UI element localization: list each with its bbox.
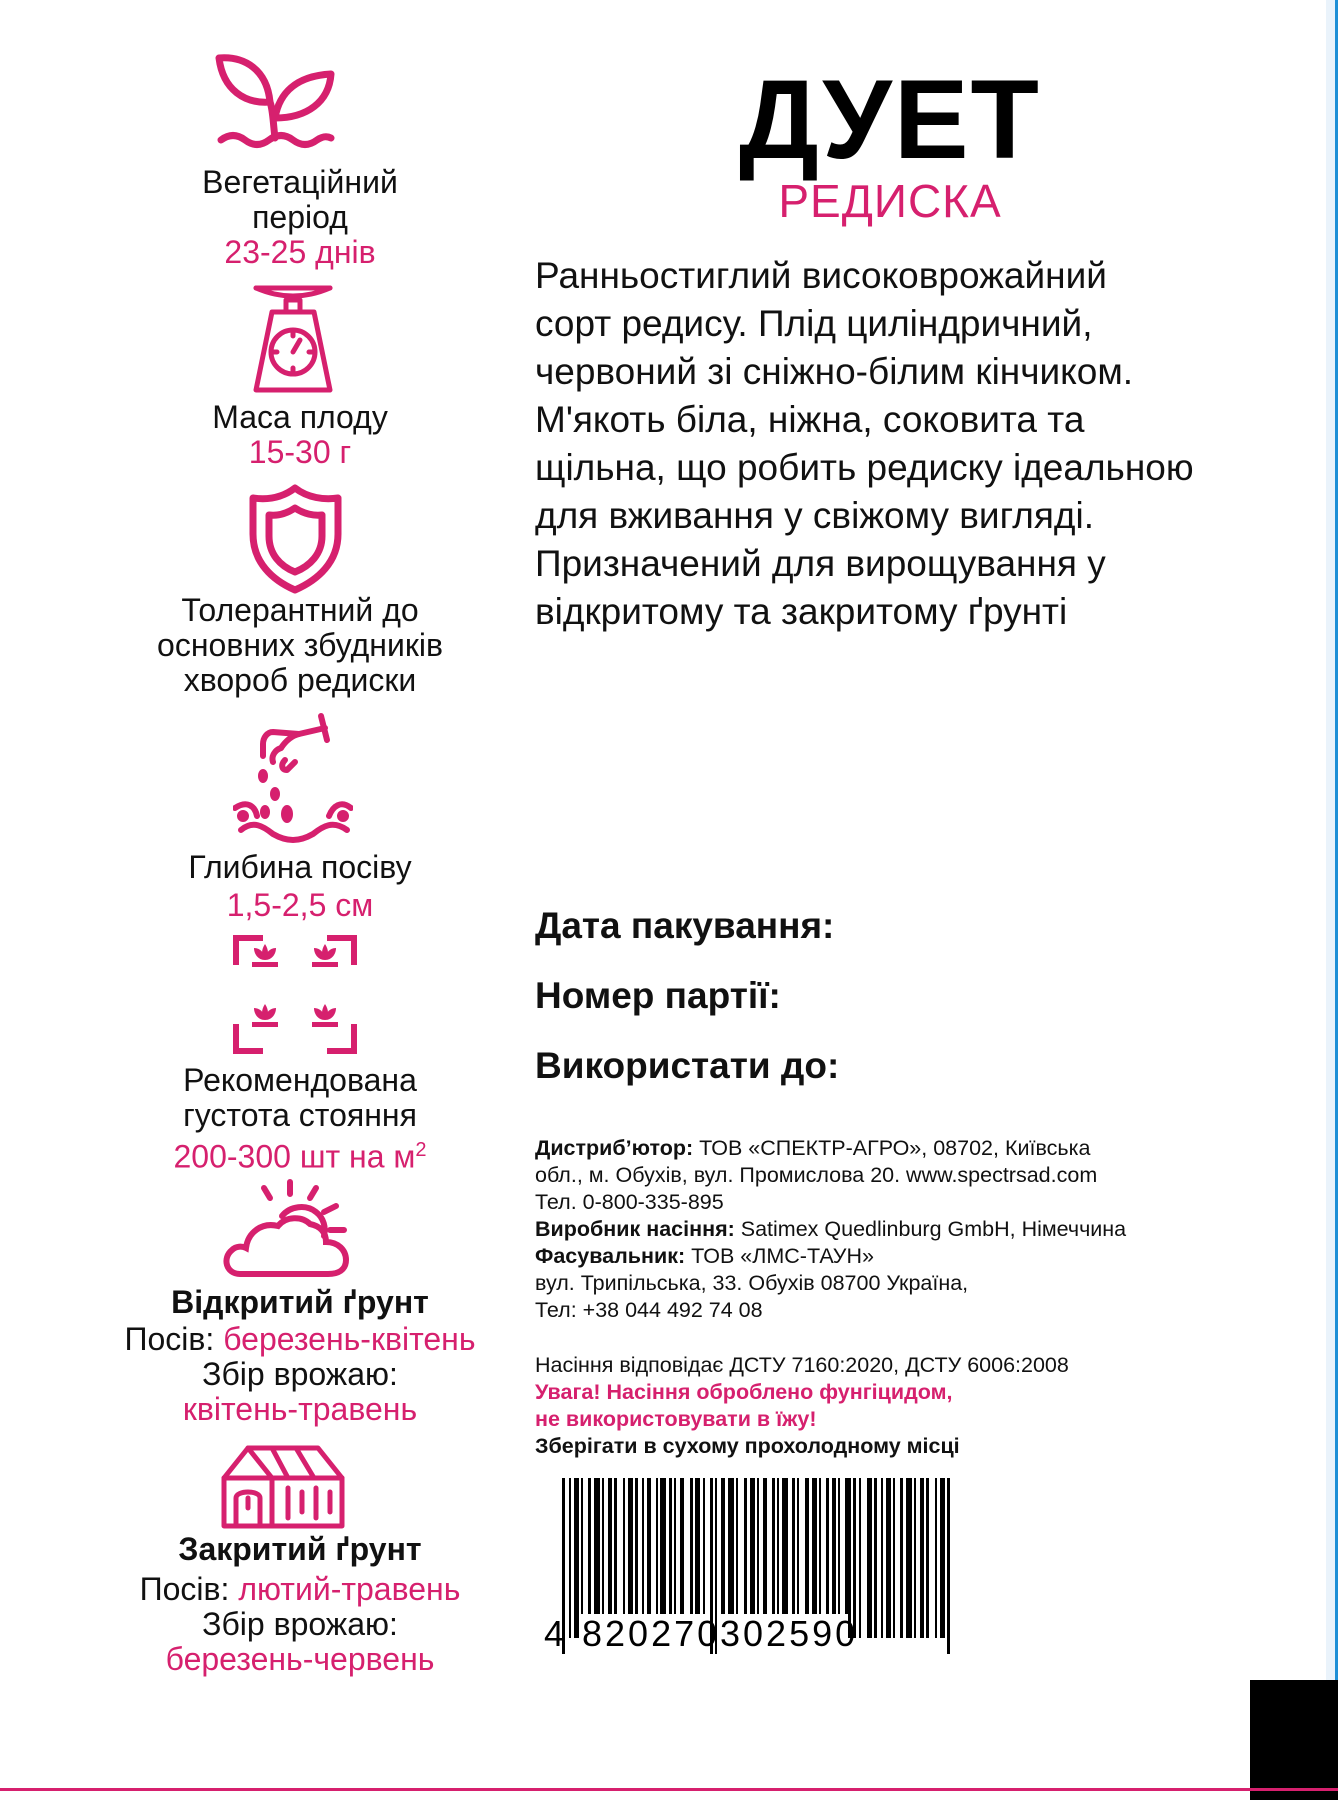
description-line: для вживання у свіжому вигляді. bbox=[535, 495, 1094, 536]
black-corner-tab bbox=[1250, 1680, 1338, 1800]
barcode-bar bbox=[926, 1478, 929, 1638]
description-line: Призначений для вирощування у bbox=[535, 543, 1106, 584]
distributor-line-2: обл., м. Обухів, вул. Промислова 20. www.spectrsad.com bbox=[535, 1163, 1098, 1187]
vegetation-value: 23-25 днів bbox=[224, 234, 376, 270]
plant-spacing-icon bbox=[230, 932, 360, 1057]
barcode-bar bbox=[935, 1478, 937, 1638]
standard-line: Насіння відповідає ДСТУ 7160:2020, ДСТУ 6006:2008 bbox=[535, 1353, 1069, 1377]
barcode bbox=[540, 1478, 960, 1658]
sprout-icon bbox=[215, 52, 335, 157]
closed-ground-harvest-label: Збір врожаю: bbox=[202, 1606, 398, 1642]
barcode-digits-right: 302590 bbox=[720, 1613, 859, 1654]
mass-label: Маса плоду bbox=[212, 399, 388, 435]
barcode-bar bbox=[886, 1478, 891, 1638]
packer-phone: Тел: +38 044 492 74 08 bbox=[535, 1298, 763, 1322]
barcode-bar bbox=[569, 1478, 571, 1638]
barcode-bar bbox=[906, 1478, 912, 1638]
packer-line: Фасувальник: ТОВ «ЛМС-ТАУН» bbox=[535, 1244, 874, 1268]
description-line: червоний зі сніжно-білим кінчиком. bbox=[535, 351, 1134, 392]
barcode-bar bbox=[859, 1478, 861, 1638]
closed-ground-sowing: Посів: лютий-травень bbox=[139, 1571, 461, 1607]
mass-value: 15-30 г bbox=[248, 434, 352, 470]
packer-address: вул. Трипільська, 33. Обухів 08700 Україна, bbox=[535, 1271, 969, 1295]
vegetation-label-1: Вегетаційний bbox=[202, 164, 398, 200]
open-ground-sowing: Посів: березень-квітень bbox=[124, 1321, 476, 1357]
compliance-info bbox=[535, 1352, 1255, 1460]
barcode-bar bbox=[574, 1478, 579, 1638]
density-value: 200-300 шт на $м^2$ bbox=[173, 1138, 427, 1175]
density-label-2: густота стояння bbox=[183, 1097, 417, 1133]
closed-ground-harvest-value: березень-червень bbox=[165, 1641, 435, 1677]
barcode-bar bbox=[881, 1478, 883, 1638]
description-line: щільна, що робить редиску ідеальною bbox=[535, 447, 1194, 488]
tolerance-label-2: основних збудників bbox=[157, 627, 443, 663]
barcode-bar bbox=[900, 1478, 903, 1638]
product-description bbox=[535, 252, 1275, 636]
tolerance-label-3: хвороб редиски bbox=[183, 662, 417, 698]
barcode-digits-left: 820270 bbox=[582, 1613, 721, 1654]
open-ground-harvest-label: Збір врожаю: bbox=[202, 1356, 398, 1392]
barcode-bar bbox=[893, 1478, 895, 1638]
product-crop: РЕДИСКА bbox=[778, 175, 1002, 227]
barcode-bar bbox=[874, 1478, 877, 1638]
barcode-bar bbox=[867, 1478, 872, 1638]
scale-icon bbox=[248, 282, 338, 397]
barcode-digit-first: 4 bbox=[544, 1613, 565, 1654]
barcode-bar bbox=[920, 1478, 924, 1638]
description-line: М'якоть біла, ніжна, соковита та bbox=[535, 399, 1085, 440]
density-label-1: Рекомендована bbox=[183, 1062, 417, 1098]
tolerance-label-1: Толерантний до bbox=[181, 592, 419, 628]
warning-line-2: не використовувати в їжу! bbox=[535, 1407, 817, 1431]
sowing-hand-icon bbox=[233, 712, 353, 847]
open-ground-title: Відкритий ґрунт bbox=[171, 1284, 429, 1320]
depth-label: Глибина посіву bbox=[188, 849, 412, 885]
barcode-bar bbox=[914, 1478, 916, 1638]
open-ground-harvest-value: квітень-травень bbox=[182, 1391, 418, 1427]
distributor-line-1: Дистриб’ютор: ТОВ «СПЕКТР-АГРО», 08702, Київська bbox=[535, 1136, 1091, 1160]
product-name: ДУЕТ bbox=[739, 57, 1041, 182]
barcode-bar bbox=[947, 1478, 950, 1654]
vegetation-label-2: період bbox=[252, 199, 348, 235]
storage-line: Зберігати в сухому прохолодному місці bbox=[535, 1434, 960, 1458]
distributor-info bbox=[535, 1135, 1255, 1324]
description-line: Ранньостиглий високоврожайний bbox=[535, 255, 1107, 296]
bottom-accent-line bbox=[0, 1788, 1338, 1791]
depth-value: 1,5-2,5 см bbox=[226, 887, 374, 923]
description-line: сорт редису. Плід циліндричний, bbox=[535, 303, 1093, 344]
closed-ground-title: Закритий ґрунт bbox=[178, 1531, 422, 1567]
shield-icon bbox=[248, 484, 343, 594]
greenhouse-icon bbox=[218, 1442, 348, 1530]
description-line: відкритому та закритому ґрунті bbox=[535, 591, 1068, 632]
distributor-phone: Тел. 0-800-335-895 bbox=[535, 1190, 724, 1214]
pack-date-label: Дата пакування: bbox=[535, 905, 835, 946]
producer-line: Виробник насіння: Satimex Quedlinburg GmbH, Німеччина bbox=[535, 1217, 1127, 1241]
use-by-label: Використати до: bbox=[535, 1045, 840, 1086]
batch-number-label: Номер партії: bbox=[535, 975, 781, 1016]
barcode-bar bbox=[940, 1478, 945, 1638]
sun-cloud-icon bbox=[220, 1176, 360, 1280]
warning-line-1: Увага! Насіння оброблено фунгіцидом, bbox=[535, 1380, 953, 1404]
